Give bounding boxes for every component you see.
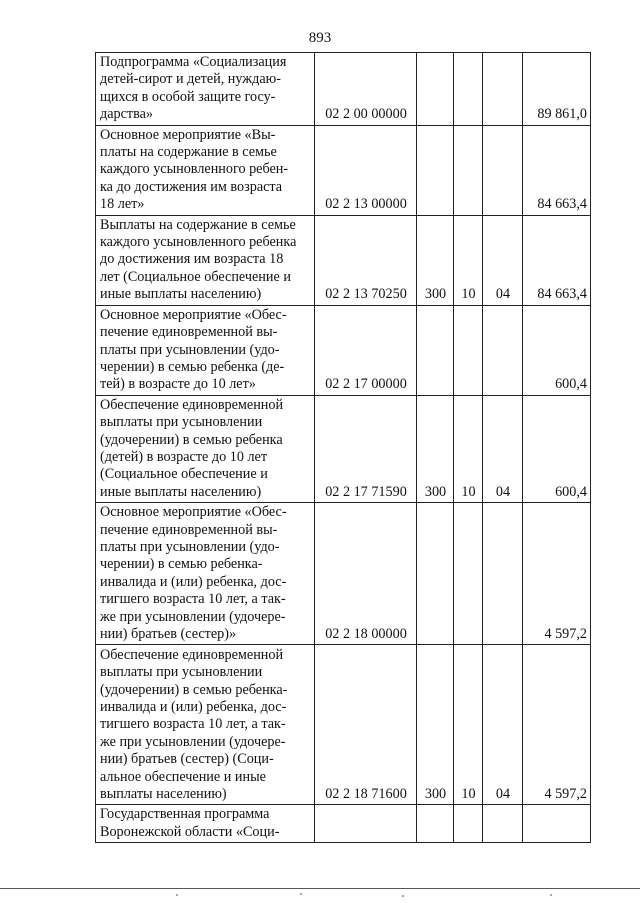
row-code-cell bbox=[315, 395, 417, 502]
row-vr-text: 300 bbox=[424, 483, 447, 500]
table-row bbox=[96, 395, 591, 502]
row-name-cell bbox=[96, 305, 315, 395]
row-name-cell bbox=[96, 125, 315, 215]
row-code-text: 02 2 00 00000 bbox=[325, 106, 407, 123]
row-sum-text: 84 663,4 bbox=[537, 286, 587, 303]
row-code-text: 02 2 18 00000 bbox=[325, 626, 407, 642]
row-sum-text: 4 597,2 bbox=[544, 786, 587, 802]
scan-speck bbox=[402, 895, 404, 897]
row-vr-cell bbox=[417, 305, 454, 395]
row-pr-text: 04 bbox=[495, 483, 511, 500]
row-sum-cell bbox=[523, 53, 591, 126]
table-row bbox=[96, 645, 591, 805]
row-vr-cell bbox=[417, 215, 454, 305]
scan-speck bbox=[300, 893, 302, 895]
row-name-cell bbox=[96, 805, 315, 843]
row-rz-cell bbox=[454, 395, 483, 502]
row-pr-cell bbox=[483, 645, 523, 805]
table-row bbox=[96, 125, 591, 215]
row-rz-cell bbox=[454, 503, 483, 645]
row-name-text: Основное мероприятие «Обес- печение единовременной вы- платы при усыновлении (удо- черении) в семью ребенка- инвалида и (или) ребенка, дос- тигшего возраста 10 лет, а так- же при усыновлении (удочере- нии) братьев (сестер)» bbox=[100, 504, 287, 642]
row-rz-cell bbox=[454, 53, 483, 126]
row-pr-text: 04 bbox=[495, 286, 511, 303]
row-vr-cell bbox=[417, 645, 454, 805]
row-pr-cell bbox=[483, 125, 523, 215]
row-sum-text: 4 597,2 bbox=[544, 626, 587, 642]
row-rz-text: 10 bbox=[461, 286, 476, 303]
row-name-cell bbox=[96, 395, 315, 502]
row-sum-cell bbox=[523, 503, 591, 645]
row-vr-text: 300 bbox=[424, 786, 447, 802]
row-sum-cell bbox=[523, 645, 591, 805]
row-rz-cell bbox=[454, 805, 483, 843]
row-vr-cell bbox=[417, 395, 454, 502]
row-code-cell bbox=[315, 305, 417, 395]
row-code-text: 02 2 17 00000 bbox=[325, 376, 407, 393]
row-vr-cell bbox=[417, 53, 454, 126]
table-row bbox=[96, 805, 591, 843]
scan-speck bbox=[550, 894, 552, 896]
row-code-cell bbox=[315, 503, 417, 645]
row-name-text: Обеспечение единовременной выплаты при усыновлении (удочерении) в семью ребенка- инвалида и (или) ребенка, дос- тигшего возраста 10 лет, а так- же при усыновлении (удочере- нии) братьев (сестер) (Соци- альное обеспечение и иные выплаты населению) bbox=[100, 646, 288, 802]
page-number: 893 bbox=[308, 30, 332, 46]
row-name-text: Основное мероприятие «Обес- печение единовременной вы- платы при усыновлении (удо- черении) в семью ребенка (де- тей) в возрасте до 10 лет» bbox=[100, 306, 287, 393]
budget-table-body bbox=[96, 53, 591, 843]
row-pr-cell bbox=[483, 215, 523, 305]
row-sum-cell bbox=[523, 125, 591, 215]
row-sum-text: 84 663,4 bbox=[537, 196, 587, 213]
row-name-text: Основное мероприятие «Вы- платы на содержание в семье каждого усыновленного ребен- ка до достижения им возраста 18 лет» bbox=[100, 126, 289, 213]
row-vr-text: 300 bbox=[424, 286, 447, 303]
row-name-cell bbox=[96, 53, 315, 126]
row-code-cell bbox=[315, 215, 417, 305]
row-pr-cell bbox=[483, 305, 523, 395]
row-name-cell bbox=[96, 503, 315, 645]
row-code-text: 02 2 17 71590 bbox=[325, 483, 407, 500]
row-vr-cell bbox=[417, 503, 454, 645]
row-vr-cell bbox=[417, 805, 454, 843]
table-row bbox=[96, 215, 591, 305]
row-code-cell bbox=[315, 645, 417, 805]
row-sum-cell bbox=[523, 305, 591, 395]
row-pr-text: 04 bbox=[495, 786, 511, 802]
row-code-text: 02 2 18 71600 bbox=[325, 786, 407, 802]
table-row bbox=[96, 53, 591, 126]
row-code-text: 02 2 13 70250 bbox=[325, 286, 407, 303]
row-rz-text: 10 bbox=[461, 786, 476, 802]
page-bottom-edge bbox=[0, 888, 640, 889]
table-row bbox=[96, 305, 591, 395]
row-pr-cell bbox=[483, 53, 523, 126]
row-name-text: Государственная программа Воронежской области «Соци- bbox=[100, 806, 280, 840]
row-code-cell bbox=[315, 125, 417, 215]
row-rz-cell bbox=[454, 305, 483, 395]
row-sum-cell bbox=[523, 215, 591, 305]
row-name-cell bbox=[96, 215, 315, 305]
row-pr-cell bbox=[483, 503, 523, 645]
row-name-text: Подпрограмма «Социализация детей-сирот и детей, нуждаю- щихся в особой защите госу- дарства» bbox=[100, 54, 287, 123]
row-pr-cell bbox=[483, 395, 523, 502]
row-code-cell bbox=[315, 53, 417, 126]
row-sum-text: 600,4 bbox=[555, 483, 587, 500]
row-name-cell bbox=[96, 645, 315, 805]
row-rz-text: 10 bbox=[461, 483, 476, 500]
row-sum-text: 600,4 bbox=[555, 376, 587, 393]
table-row bbox=[96, 503, 591, 645]
row-name-text: Обеспечение единовременной выплаты при усыновлении (удочерении) в семью ребенка (детей) в возрасте до 10 лет (Социальное обеспечение и иные выплаты населению) bbox=[100, 396, 284, 500]
row-name-text: Выплаты на содержание в семье каждого усыновленного ребенка до достижения им возраста 18 лет (Социальное обеспечение и иные выплаты населению) bbox=[100, 216, 297, 303]
row-code-text: 02 2 13 00000 bbox=[325, 196, 407, 213]
row-rz-cell bbox=[454, 215, 483, 305]
row-rz-cell bbox=[454, 125, 483, 215]
row-sum-cell bbox=[523, 805, 591, 843]
scan-speck bbox=[176, 894, 178, 896]
row-rz-cell bbox=[454, 645, 483, 805]
row-sum-cell bbox=[523, 395, 591, 502]
row-code-cell bbox=[315, 805, 417, 843]
budget-table bbox=[95, 52, 591, 843]
row-pr-cell bbox=[483, 805, 523, 843]
row-sum-text: 89 861,0 bbox=[537, 106, 587, 123]
row-vr-cell bbox=[417, 125, 454, 215]
